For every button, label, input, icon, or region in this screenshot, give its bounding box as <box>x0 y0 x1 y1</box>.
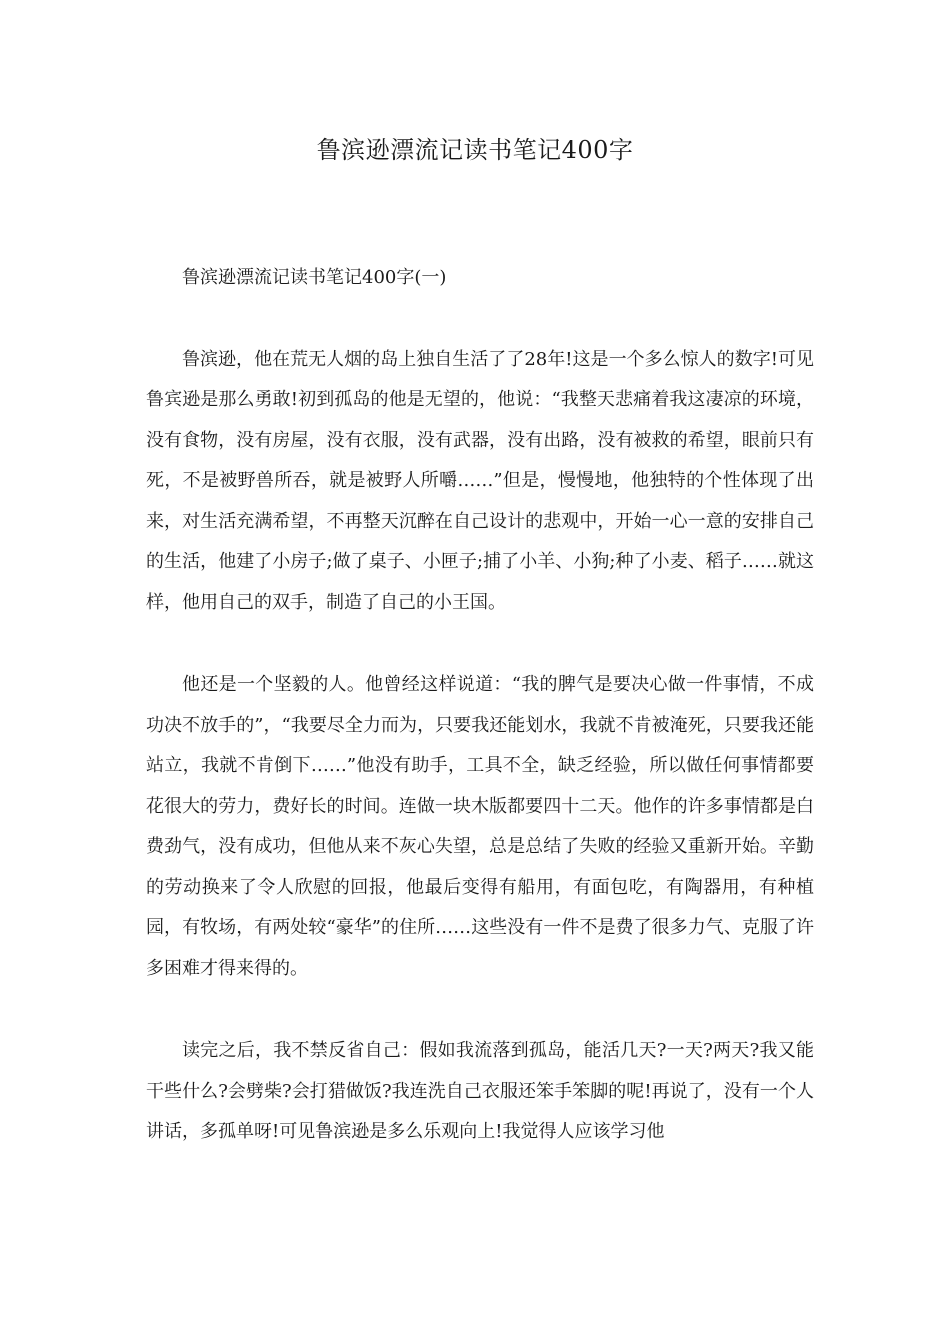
paragraph-2: 他还是一个坚毅的人。他曾经这样说道：“我的脾气是要决心做一件事情，不成功决不放手的”，“我要尽全力而为，只要我还能划水，我就不肯被淹死，只要我还能站立，我就不肯倒下……”他没有助手，工具不全，缺乏经验，所以做任何事情都要花很大的劳力，费好长的时间。连做一块木版都要四十二天。他作的许多事情都是白费劲气，没有成功，但他从来不灰心失望，总是总结了失败的经验又重新开始。辛勤的劳动换来了令人欣慰的回报，他最后变得有船用，有面包吃，有陶器用，有种植园，有牧场，有两处较“豪华”的住所……这些没有一件不是费了很多力气、克服了许多困难才得来得的。 <box>146 674 814 979</box>
document-body <box>146 258 814 1153</box>
section-heading: 鲁滨逊漂流记读书笔记400字(一) <box>182 267 447 288</box>
paragraph-3: 读完之后，我不禁反省自己：假如我流落到孤岛，能活几天?一天?两天?我又能干些什么?会劈柴?会打猎做饭?我连洗自己衣服还笨手笨脚的呢!再说了，没有一个人讲话，多孤单呀!可见鲁滨逊是多么乐观向上!我觉得人应该学习他 <box>146 1040 814 1142</box>
paragraph-1: 鲁滨逊，他在荒无人烟的岛上独自生活了了28年!这是一个多么惊人的数字!可见鲁宾逊是那么勇敢!初到孤岛的他是无望的，他说：“我整天悲痛着我这凄凉的环境，没有食物，没有房屋，没有衣服，没有武器，没有出路，没有被救的希望，眼前只有死，不是被野兽所吞，就是被野人所嚼……”但是，慢慢地，他独特的个性体现了出来，对生活充满希望，不再整天沉醉在自己设计的悲观中，开始一心一意的安排自己的生活，他建了小房子;做了桌子、小匣子;捕了小羊、小狗;种了小麦、稻子……就这样，他用自己的双手，制造了自己的小王国。 <box>146 348 814 613</box>
document-title: 鲁滨逊漂流记读书笔记400字 <box>316 136 634 164</box>
